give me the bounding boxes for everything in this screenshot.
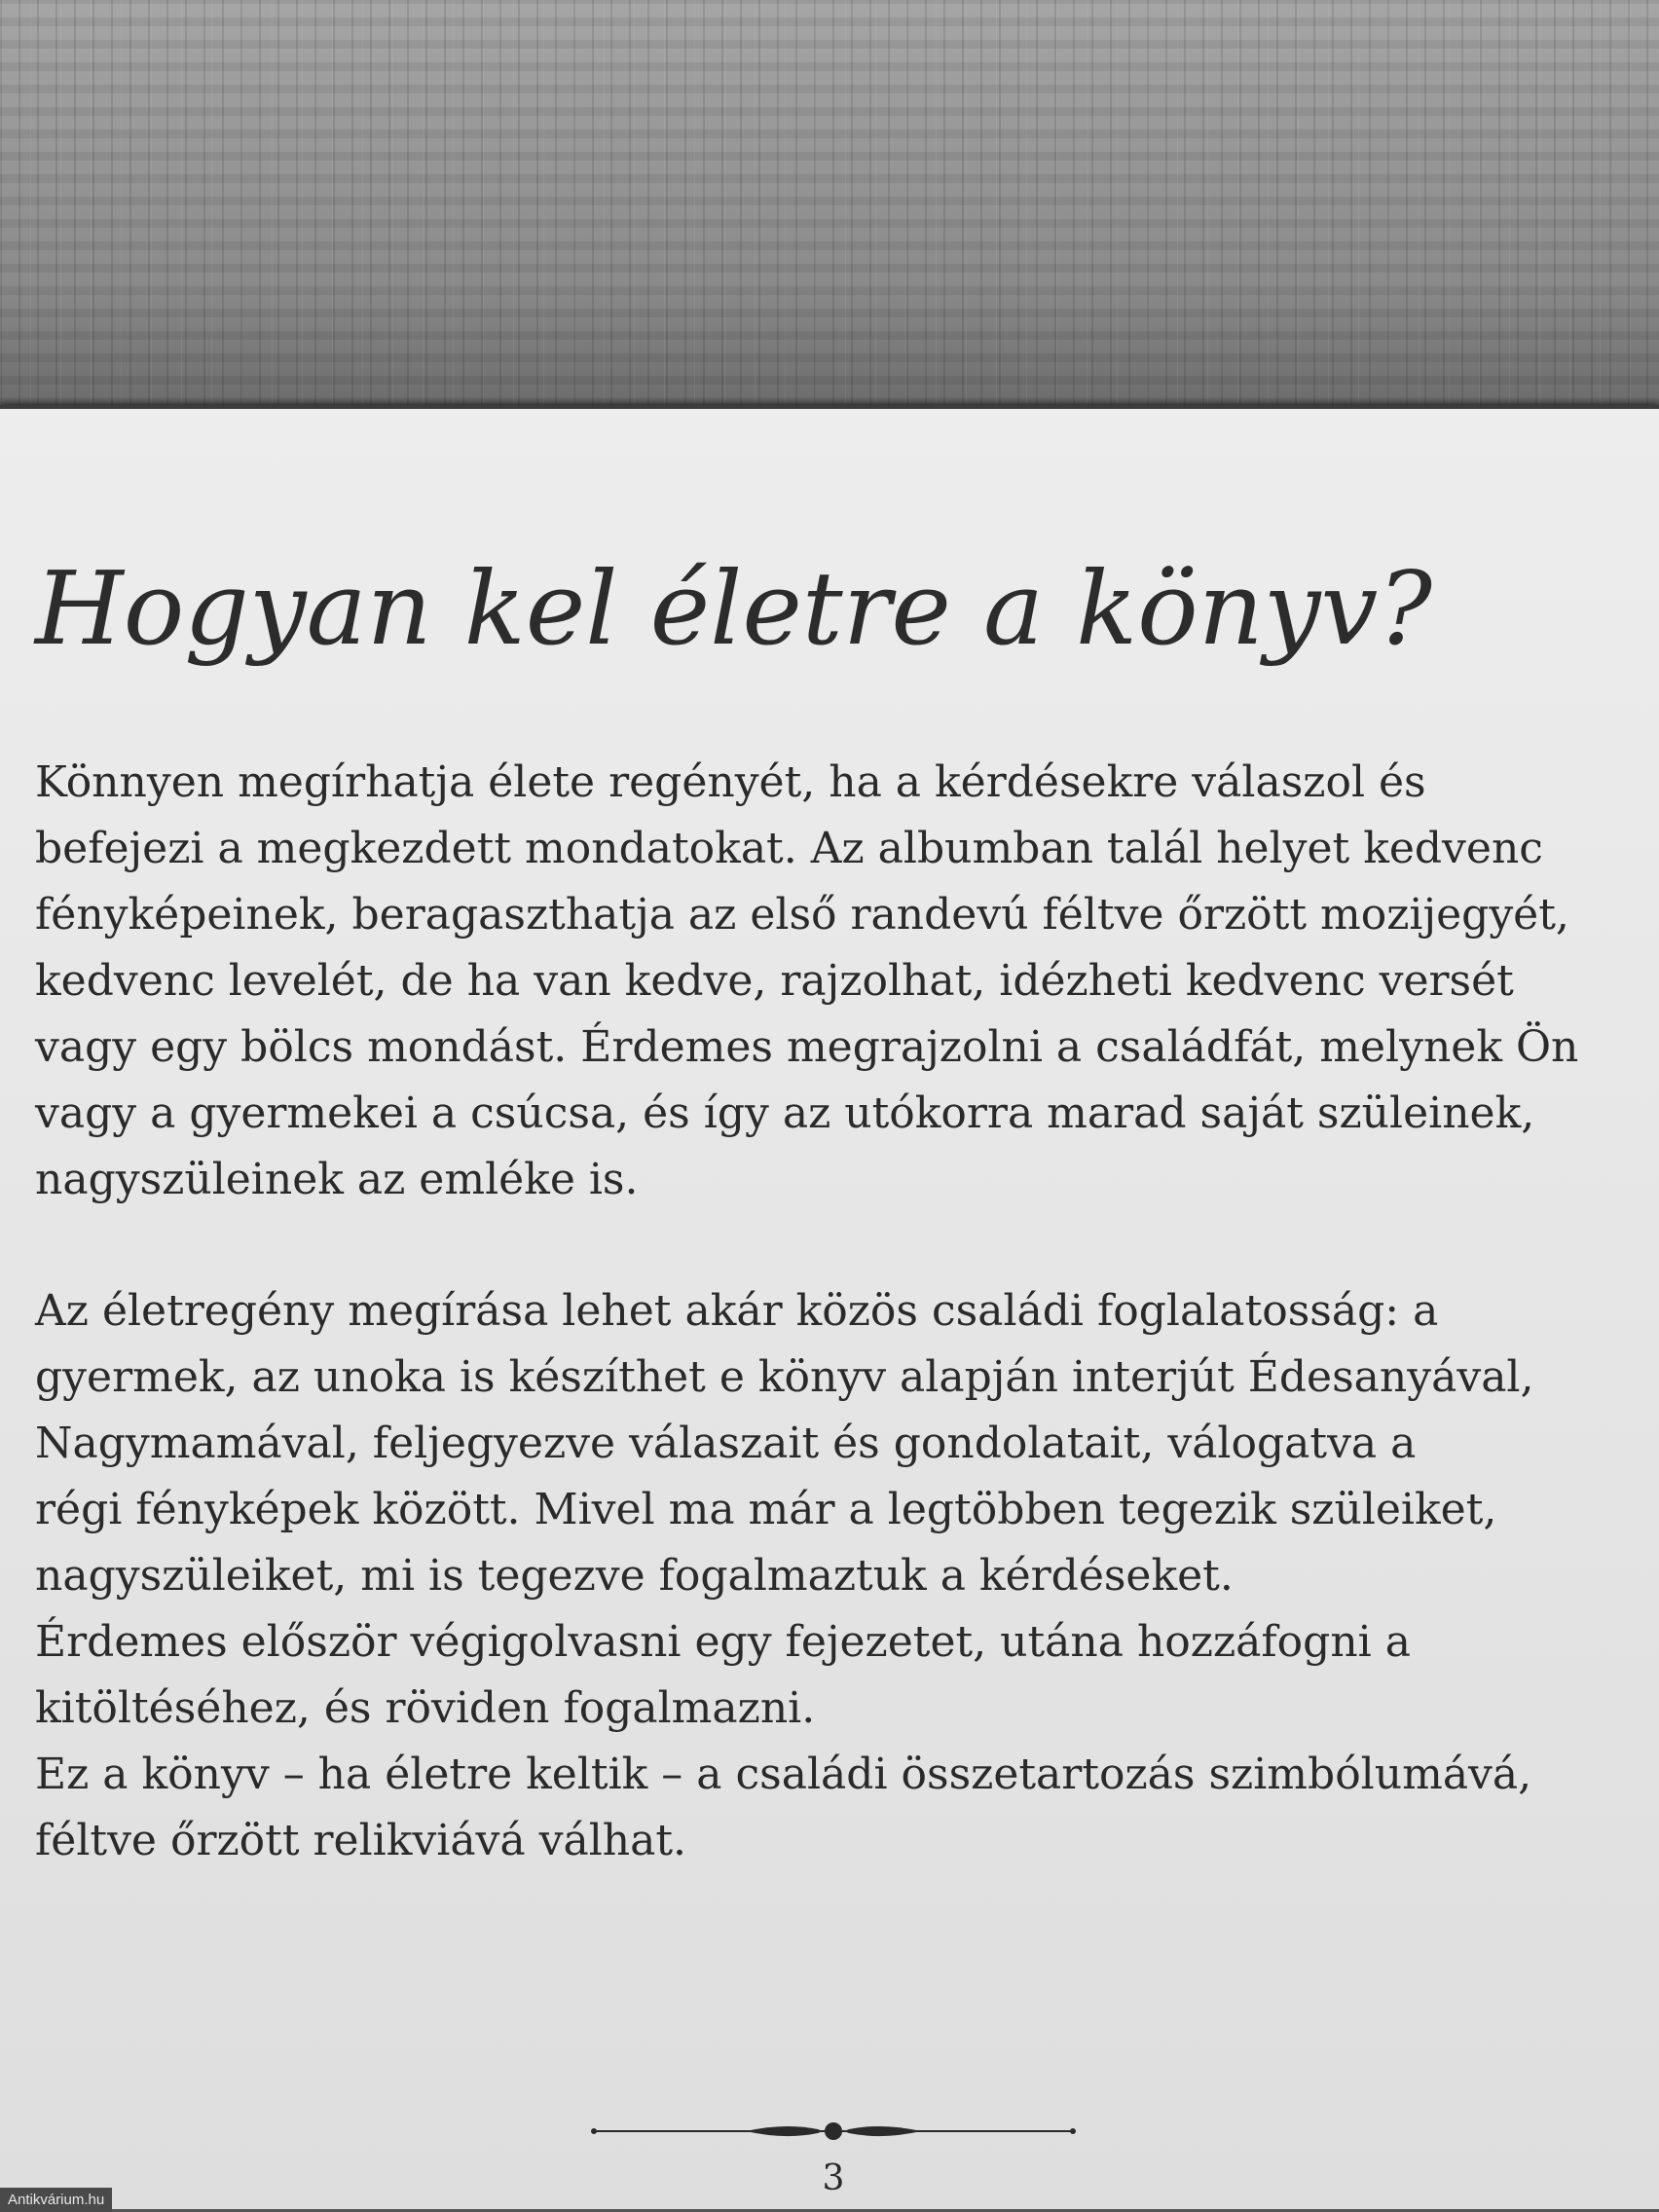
text-line: Könnyen megírhatja élete regényét, ha a kérdésekre válaszol és [35, 757, 1426, 807]
text-line: kedvenc levelét, de ha van kedve, rajzolhat, idézheti kedvenc versét [35, 956, 1514, 1006]
text-line: Az életregény megírása lehet akár közös családi foglalatosság: a [35, 1286, 1439, 1336]
text-line: Ez a könyv – ha életre keltik – a családi összetartozás szimbólumává, [35, 1750, 1532, 1799]
paragraph-1 [35, 750, 1632, 1213]
text-line: nagyszüleiket, mi is tegezve fogalmaztuk a kérdéseket. [35, 1551, 1234, 1601]
text-line: régi fényképek között. Mivel ma már a legtöbben tegezik szüleiket, [35, 1485, 1497, 1534]
text-line: nagyszüleinek az emléke is. [35, 1155, 639, 1204]
paragraph-2 [35, 1278, 1632, 1874]
text-line: Érdemes először végigolvasni egy fejezetet, utána hozzáfogni a [35, 1617, 1411, 1667]
text-line: vagy a gyermekei a csúcsa, és így az utókorra marad saját szüleinek, [35, 1088, 1535, 1138]
text-line: Nagymamával, feljegyezve válaszait és gondolatait, válogatva a [35, 1419, 1417, 1468]
page-number: 3 [822, 2158, 845, 2198]
text-line: fényképeinek, beragaszthatja az első randevú féltve őrzött mozijegyét, [35, 890, 1569, 940]
text-line: kitöltéséhez, és röviden fogalmazni. [35, 1683, 816, 1733]
scroll-divider-icon [590, 2117, 1077, 2146]
text-line: befejezi a megkezdett mondatokat. Az albumban talál helyet kedvenc [35, 824, 1543, 873]
text-line: gyermek, az unoka is készíthet e könyv alapján interjút Édesanyával, [35, 1352, 1534, 1402]
page-title: Hogyan kel életre a könyv? [35, 549, 1432, 668]
watermark-label: Antikvárium.hu [0, 2188, 112, 2212]
text-line: vagy egy bölcs mondást. Érdemes megrajzolni a családfát, melynek Ön [35, 1022, 1579, 1072]
text-line: féltve őrzött relikviává válhat. [35, 1816, 687, 1865]
book-page [0, 405, 1659, 2212]
background-surface [0, 0, 1659, 407]
